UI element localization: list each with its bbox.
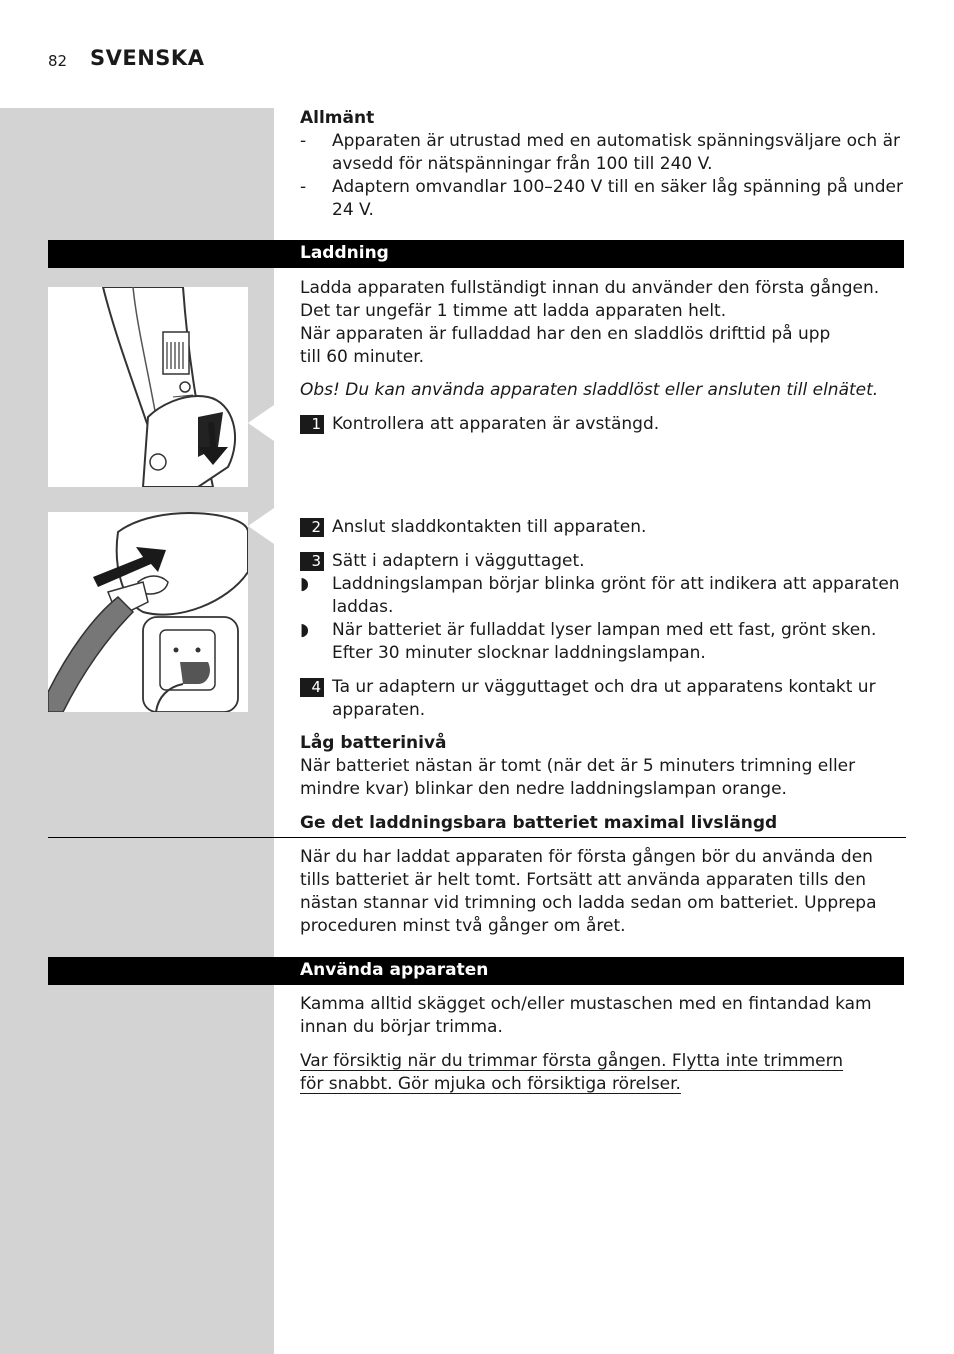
general-section: [300, 107, 904, 222]
charging-note: Obs! Du kan använda apparaten sladdlöst eller ansluten till elnätet.: [300, 380, 879, 400]
charging-intro-line: Det tar ungefär 1 timme att ladda apparaten helt.: [300, 301, 727, 321]
result-item: [300, 573, 904, 619]
step-text: Kontrollera att apparaten är avstängd.: [332, 414, 660, 434]
result-text: När batteriet är fulladdat lyser lampan med ett fast, grönt sken. Efter 30 minuter slocknar laddningslampan.: [332, 620, 877, 663]
charging-intro-line: Ladda apparaten fullständigt innan du använder den första gången.: [300, 278, 880, 298]
step-4: [300, 676, 904, 722]
charging-steps: [300, 516, 904, 801]
language-title: SVENSKA: [90, 46, 205, 70]
pointer-triangle: [248, 405, 274, 441]
section-rule: [48, 837, 906, 838]
step-text: Sätt i adaptern i vägguttaget.: [332, 551, 585, 571]
dash-mark: -: [300, 177, 307, 197]
charging-intro-line: När apparaten är fulladdad har den en sladdlös drifttid på upp till 60 minuter.: [300, 324, 831, 367]
general-item-text: Adaptern omvandlar 100–240 V till en säker låg spänning på under 24 V.: [332, 177, 903, 220]
battery-life-heading: Ge det laddningsbara batteriet maximal livslängd: [300, 813, 778, 833]
result-text: Laddningslampan börjar blinka grönt för att indikera att apparaten laddas.: [332, 574, 900, 617]
charging-section: [300, 277, 904, 436]
general-item-text: Apparaten är utrustad med en automatisk spänningsväljare och är avsedd för nätspänningar från 100 till 240 V.: [332, 131, 900, 174]
result-marker: ◗: [300, 574, 309, 594]
step-text: Anslut sladdkontakten till apparaten.: [332, 517, 647, 537]
result-marker: ◗: [300, 620, 309, 640]
low-battery-heading: Låg batterinivå: [300, 733, 447, 753]
step-number: 3: [300, 552, 324, 571]
using-section: [300, 993, 904, 1096]
low-battery-text: När batteriet nästan är tomt (när det är 5 minuters trimning eller mindre kvar) blinkar den nedre laddningslampan orange.: [300, 756, 856, 799]
caution-text: Var försiktig när du trimmar första gången. Flytta inte trimmern för snabbt. Gör mjuka och försiktiga rörelser.: [300, 1051, 844, 1094]
step-3: [300, 550, 904, 573]
step-number: 1: [300, 415, 324, 434]
caution-block: [300, 1050, 865, 1096]
trimmer-switch-illustration: [48, 287, 248, 487]
page-number: 82: [48, 52, 68, 70]
battery-life-section: [300, 846, 904, 938]
section-bar-using: [48, 957, 904, 985]
pointer-triangle: [248, 508, 274, 544]
general-item: [300, 130, 904, 176]
illustration-plug-in: [48, 512, 248, 712]
step-number: 4: [300, 678, 324, 697]
illustration-switch-off: [48, 287, 248, 487]
battery-life-text: När du har laddat apparaten för första gången bör du använda den tills batteriet är helt tomt. Fortsätt att använda apparaten tills den nästan stannar vid trimning och ladda sedan om batteriet. Upprepa proceduren minst två gånger om året.: [300, 847, 877, 936]
result-item: [300, 619, 904, 665]
step-number: 2: [300, 518, 324, 537]
dash-mark: -: [300, 131, 307, 151]
general-heading: Allmänt: [300, 108, 375, 128]
using-text: Kamma alltid skägget och/eller mustaschen med en fintandad kam innan du börjar trimma.: [300, 994, 872, 1037]
step-1: [300, 413, 904, 436]
battery-life-heading-block: [300, 812, 904, 835]
general-item: [300, 176, 904, 222]
step-2: [300, 516, 904, 539]
adapter-plug-illustration: [48, 512, 248, 712]
section-bar-charging: [48, 240, 904, 268]
step-text: Ta ur adaptern ur vägguttaget och dra ut apparatens kontakt ur apparaten.: [332, 677, 876, 720]
using-bar-title: Använda apparaten: [300, 960, 489, 980]
charging-bar-title: Laddning: [300, 243, 389, 263]
